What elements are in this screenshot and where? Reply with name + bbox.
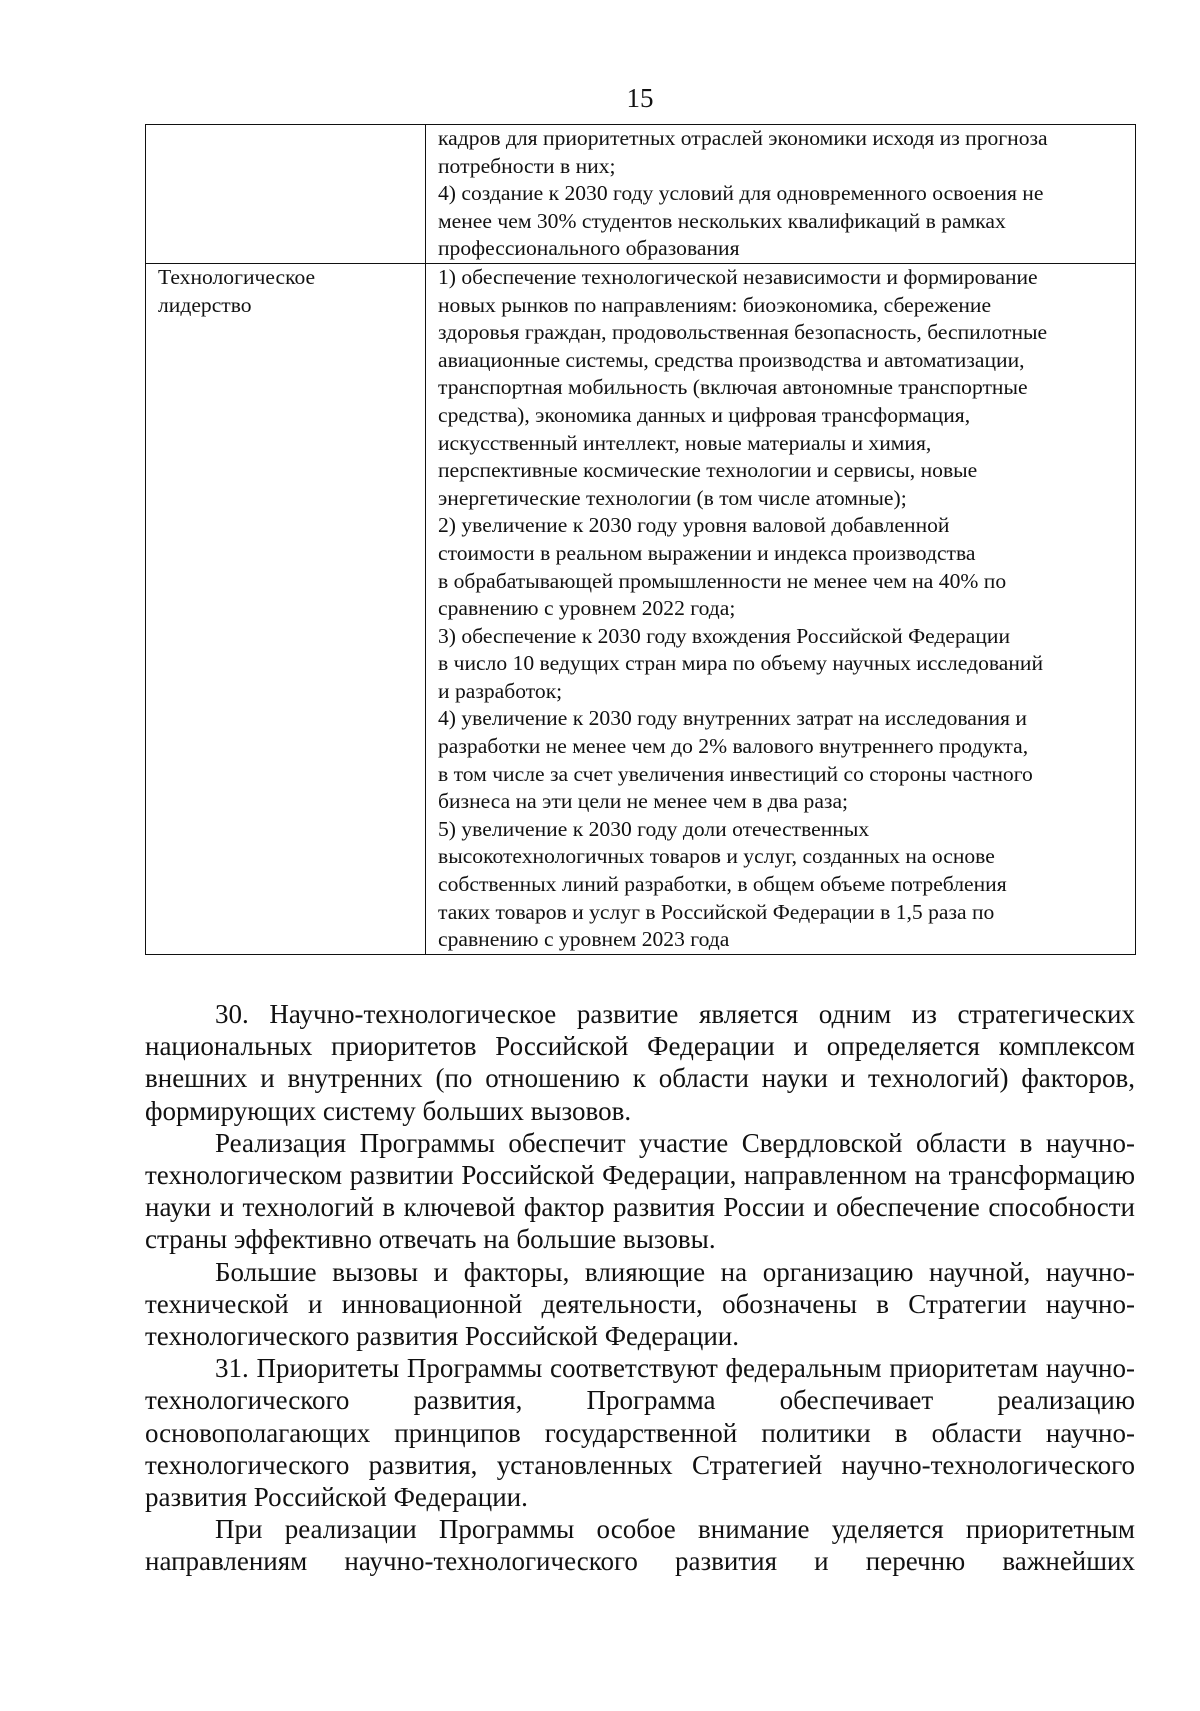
table-row [146, 263, 1136, 954]
cell-line: и разработок; [438, 678, 563, 703]
table-content-cell [426, 125, 1136, 264]
cell-line: 4) создание к 2030 году условий для одновременного освоения не [438, 181, 1044, 206]
cell-line: менее чем 30% студентов нескольких квалификаций в рамках [438, 208, 1006, 233]
cell-line: бизнеса на эти цели не менее чем в два раза; [438, 789, 849, 814]
cell-line: стоимости в реальном выражении и индекса производства [438, 540, 976, 565]
cell-line: транспортная мобильность (включая автономные транспортные [438, 375, 1028, 400]
cell-line: 4) увеличение к 2030 году внутренних затрат на исследования и [438, 706, 1027, 731]
cell-line: сравнению с уровнем 2022 года; [438, 596, 736, 621]
paragraph-31: 31. Приоритеты Программы соответствуют федеральным приоритетам научно-технологического развития, Программа обеспечивает реализацию основополагающих принципов государственной политики в области научно-технологического развития, установленных Стратегией научно-технологического развития Российской Федерации. [145, 1353, 1135, 1513]
cell-line: высокотехнологичных товаров и услуг, созданных на основе [438, 844, 995, 869]
cell-line: в том числе за счет увеличения инвестиций со стороны частного [438, 761, 1033, 786]
cell-line: таких товаров и услуг в Российской Федерации в 1,5 раза по [438, 899, 995, 924]
cell-line: сравнению с уровнем 2023 года [438, 927, 730, 952]
table-label-cell [146, 263, 426, 954]
cell-line: средства), экономика данных и цифровая трансформация, [438, 402, 971, 427]
cell-line: здоровья граждан, продовольственная безопасность, беспилотные [438, 320, 1048, 345]
cell-line: перспективные космические технологии и сервисы, новые [438, 458, 978, 483]
cell-line: энергетические технологии (в том числе атомные); [438, 485, 907, 510]
cell-line: собственных линий разработки, в общем объеме потребления [438, 872, 1007, 897]
paragraph: Большие вызовы и факторы, влияющие на организацию научной, научно-технической и инновационной деятельности, обозначены в Стратегии научно-технологического развития Российской Федерации. [145, 1256, 1135, 1352]
label-line: Технологическое [158, 264, 316, 289]
paragraph-30: 30. Научно-технологическое развитие является одним из стратегических национальных приоритетов Российской Федерации и определяется комплексом внешних и внутренних (по отношению к области науки и технологий) факторов, формирующих систему больших вызовов. [145, 999, 1135, 1126]
cell-line: 3) обеспечение к 2030 году вхождения Российской Федерации [438, 623, 1011, 648]
paragraph: Реализация Программы обеспечит участие Свердловской области в научно-технологическом развитии Российской Федерации, направленном на трансформацию науки и технологий в ключевой фактор развития России и обеспечение способности страны эффективно отвечать на большие вызовы. [145, 1127, 1135, 1255]
cell-line: потребности в них; [438, 153, 616, 178]
cell-line: в число 10 ведущих стран мира по объему научных исследований [438, 651, 1044, 676]
cell-line: новых рынков по направлениям: биоэкономика, сбережение [438, 292, 992, 317]
cell-line: 1) обеспечение технологической независимости и формирование [438, 264, 1038, 289]
paragraph: При реализации Программы особое внимание уделяется приоритетным направлениям научно-технологического развития и перечню важнейших [145, 1514, 1135, 1577]
cell-line: 5) увеличение к 2030 году доли отечественных [438, 816, 870, 841]
cell-line: 2) увеличение к 2030 году уровня валовой добавленной [438, 513, 950, 538]
cell-line: авиационные системы, средства производства и автоматизации, [438, 347, 1025, 372]
cell-line: разработки не менее чем до 2% валового внутреннего продукта, [438, 734, 1029, 759]
table-content-cell [426, 263, 1136, 954]
label-line: лидерство [158, 292, 252, 317]
cell-line: кадров для приоритетных отраслей экономики исходя из прогноза [438, 126, 1048, 150]
body-text [145, 998, 1135, 1578]
table-label-cell [146, 125, 426, 264]
table-row [146, 125, 1136, 264]
goals-table [145, 124, 1136, 955]
page-number: 15 [626, 83, 654, 113]
cell-line: профессионального образования [438, 236, 740, 261]
cell-line: в обрабатывающей промышленности не менее чем на 40% по [438, 568, 1007, 593]
cell-line: искусственный интеллект, новые материалы и химия, [438, 430, 932, 455]
